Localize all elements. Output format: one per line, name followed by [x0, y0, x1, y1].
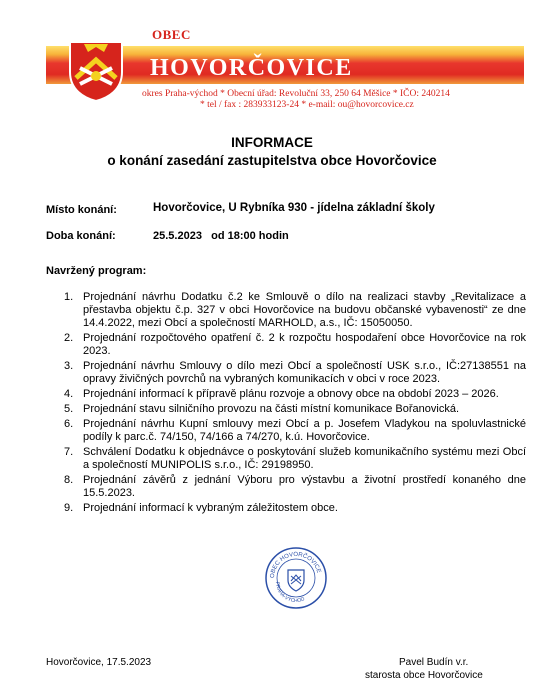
svg-text:PRAHA-VÝCHOD: [274, 582, 306, 604]
place-label: Místo konání:: [46, 204, 117, 216]
program-item-text: Projednání informací k přípravě plánu rozvoje a obnovy obce na období 2023 – 2026.: [83, 388, 499, 400]
list-item: 3. Projednání návrhu Smlouvy o dílo mezi Obcí a společností USK s.r.o., IČ:27138551 na opravy živičných povrchů na vybraných komunikacích v obci v roce 2023.: [64, 360, 526, 385]
letterhead-obec: OBEC: [152, 27, 191, 42]
program-item-text: Projednání stavu silničního provozu na části místní komunikace Bořanovická.: [83, 403, 460, 415]
list-item: 7. Schválení Dodatku k objednávce o poskytování služeb komunikačního systému mezi Obcí a společností MUNIPOLIS s.r.o., IČ: 29198950.: [64, 446, 526, 471]
program-item-text: Projednání rozpočtového opatření č. 2 k rozpočtu hospodaření obce Hovorčovice na rok 2023.: [83, 332, 526, 357]
date-label: Doba konání:: [46, 230, 116, 242]
list-item: 1. Projednání návrhu Dodatku č.2 ke Smlouvě o dílo na realizaci stavby „Revitalizace a přestavba objektu č.p. 327 v obci Hovorčovice na budovu občanské vybavenosti“ ze dne 14.4.2022, mezi Obcí a společností MARHOLD, a.s., IČ: 15050050.: [64, 291, 526, 329]
list-item: 2. Projednání rozpočtového opatření č. 2 k rozpočtu hospodaření obce Hovorčovice na rok 2023.: [64, 332, 526, 357]
program-label: Navržený program:: [46, 265, 147, 277]
place-value: Hovorčovice, U Rybníka 930 - jídelna základní školy: [153, 202, 435, 214]
official-stamp-icon: [264, 546, 328, 610]
list-item: 5. Projednání stavu silničního provozu na části místní komunikace Bořanovická.: [64, 403, 460, 415]
letterhead-municipality-name: HOVORČOVICE: [150, 55, 353, 81]
program-list: [46, 291, 526, 517]
letterhead-address: okres Praha-východ * Obecní úřad: Revoluční 33, 250 64 Měšice * IČO: 240214: [142, 89, 450, 99]
program-item-text: Projednání návrhu Kupní smlouvy mezi Obcí a p. Josefem Vladykou na spoluvlastnické podíly k parc.č. 74/150, 74/166 a 74/270, k.ú. Hovorčovice.: [83, 418, 526, 443]
coat-of-arms-icon: [66, 38, 126, 102]
signer-role: starosta obce Hovorčovice: [365, 670, 483, 681]
place-date: Hovorčovice, 17.5.2023: [46, 657, 152, 668]
letterhead-contact: * tel / fax : 283933123-24 * e-mail: ou@hovorcovice.cz: [200, 100, 414, 110]
stamp-place: PRAHA-VÝCHOD: [273, 581, 306, 605]
list-item: 9. Projednání informací k vybraným záležitostem obce.: [64, 502, 338, 514]
document-title: INFORMACE: [231, 135, 313, 150]
program-item-text: Projednání návrhu Smlouvy o dílo mezi Obcí a společností USK s.r.o., IČ:27138551 na opravy živičných povrchů na vybraných komunikacích v obci v roce 2023.: [83, 360, 526, 385]
list-item: 6. Projednání návrhu Kupní smlouvy mezi Obcí a p. Josefem Vladykou na spoluvlastnické podíly k parc.č. 74/150, 74/166 a 74/270, k.ú. Hovorčovice.: [64, 418, 526, 443]
stamp-text: OBEC HOVORČOVICE: [269, 551, 322, 579]
document-subtitle: o konání zasedání zastupitelstva obce Hovorčovice: [107, 153, 437, 168]
program-item-text: Projednání návrhu Dodatku č.2 ke Smlouvě o dílo na realizaci stavby „Revitalizace a přestavba objektu č.p. 327 v obci Hovorčovice na budovu občanské vybavenosti“ ze dne 14.4.2022, mezi Obcí a společností MARHOLD, a.s., IČ: 15050050.: [83, 291, 526, 329]
program-item-text: Projednání závěrů z jednání Výboru pro výstavbu a životní prostředí konaného dne 15.5.2023.: [83, 474, 526, 499]
program-item-text: Projednání informací k vybraným záležitostem obce.: [83, 502, 338, 514]
program-item-text: Schválení Dodatku k objednávce o poskytování služeb komunikačního systému mezi Obcí a společností MUNIPOLIS s.r.o., IČ: 29198950.: [83, 446, 526, 471]
signer-name: Pavel Budín v.r.: [399, 657, 469, 668]
list-item: 4. Projednání informací k přípravě plánu rozvoje a obnovy obce na období 2023 – 2026.: [64, 388, 499, 400]
list-item: 8. Projednání závěrů z jednání Výboru pro výstavbu a životní prostředí konaného dne 15.5.2023.: [64, 474, 526, 499]
date-value: 25.5.2023 od 18:00 hodin: [153, 230, 289, 242]
